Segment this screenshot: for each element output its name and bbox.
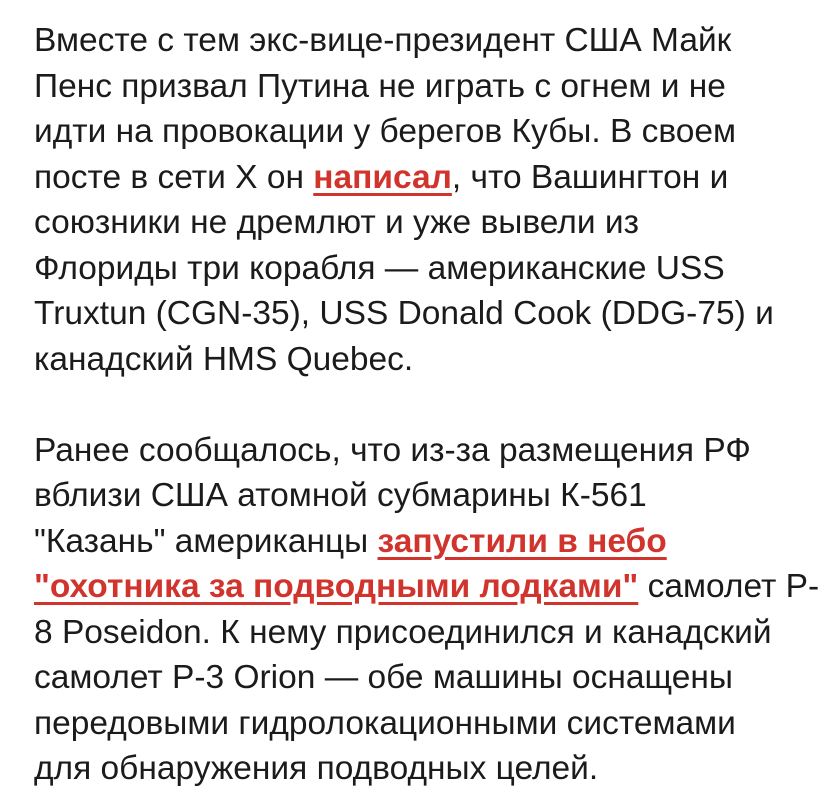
text-line: канадский HMS Quebec. — [34, 340, 414, 378]
text-line — [34, 564, 819, 610]
text-line: передовыми гидролокационными системами — [34, 704, 736, 742]
text-line: для обнаружения подводных целей. — [34, 750, 599, 787]
text-line: 8 Poseidon. К нему присоединился и канадский — [34, 613, 772, 651]
text-line: вблизи США атомной субмарины К-561 — [34, 477, 647, 514]
text-line: идти на провокации у берегов Кубы. В своем — [34, 113, 737, 150]
text-fragment: "Казань" американцы — [34, 522, 378, 560]
text-fragment: посте в сети X он — [34, 158, 314, 196]
article-paragraph-2 — [34, 428, 819, 792]
text-line: Пенс призвал Путина не играть с огнем и не — [34, 67, 726, 105]
text-line — [34, 519, 774, 565]
article-body — [34, 18, 819, 792]
text-line: Truxtun (CGN-35), USS Donald Cook (DDG-75) и — [34, 295, 774, 332]
text-fragment: , что Вашингтон и — [451, 158, 729, 196]
text-line: Ранее сообщалось, что из-за размещения РФ — [34, 431, 751, 469]
article-paragraph-1 — [34, 18, 774, 382]
text-line: союзники не дремлют и уже вывели из — [34, 204, 639, 241]
paragraph-spacer — [34, 382, 774, 428]
text-line: Вместе с тем экс-вице-президент США Майк — [34, 22, 732, 59]
link-submarine-hunter[interactable]: "охотника за подводными лодками" — [34, 568, 639, 605]
text-fragment: самолет P- — [638, 568, 819, 605]
text-line: Флориды три корабля — американские USS — [34, 249, 725, 287]
text-line: самолет P-3 Orion — обе машины оснащены — [34, 659, 733, 696]
link-wrote[interactable]: написал — [313, 158, 452, 196]
text-line — [34, 155, 774, 201]
link-launched-into-sky[interactable]: запустили в небо — [377, 522, 667, 560]
